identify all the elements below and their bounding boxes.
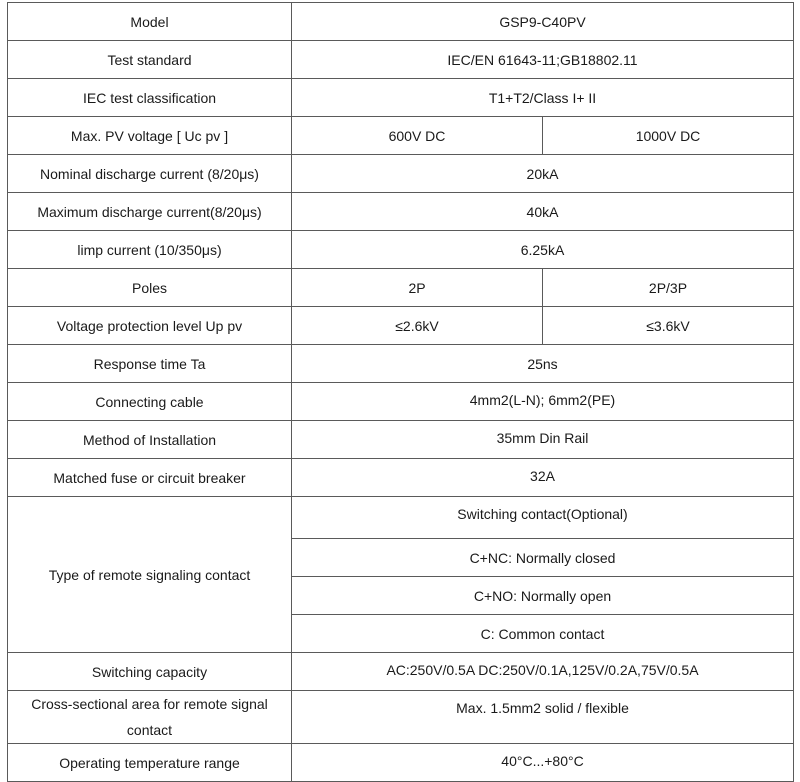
table-row: [8, 383, 794, 421]
table-row: [8, 691, 794, 744]
max-pv-voltage-value-b: 1000V DC: [543, 117, 794, 155]
remote-contact-value-3: C+NO: Normally open: [292, 577, 794, 615]
table-row: [8, 653, 794, 691]
fuse-label: Matched fuse or circuit breaker: [8, 459, 292, 497]
response-time-label: Response time Ta: [8, 345, 292, 383]
remote-contact-label: Type of remote signaling contact: [8, 497, 292, 653]
remote-contact-value-4: C: Common contact: [292, 615, 794, 653]
voltage-protection-value-a: ≤2.6kV: [292, 307, 543, 345]
table-row: [8, 459, 794, 497]
connecting-cable-label: Connecting cable: [8, 383, 292, 421]
table-row: [8, 231, 794, 269]
installation-label: Method of Installation: [8, 421, 292, 459]
poles-label: Poles: [8, 269, 292, 307]
table-row: [8, 193, 794, 231]
max-discharge-value: 40kA: [292, 193, 794, 231]
cross-section-value: Max. 1.5mm2 solid / flexible: [292, 691, 794, 744]
table-row: [8, 3, 794, 41]
installation-value: 35mm Din Rail: [292, 421, 794, 459]
limp-current-label: limp current (10/350μs): [8, 231, 292, 269]
table-row: [8, 421, 794, 459]
connecting-cable-value: 4mm2(L-N); 6mm2(PE): [292, 383, 794, 421]
limp-current-value: 6.25kA: [292, 231, 794, 269]
table-row: [8, 269, 794, 307]
operating-temp-label: Operating temperature range: [8, 744, 292, 782]
iec-class-value: T1+T2/Class I+ II: [292, 79, 794, 117]
voltage-protection-label: Voltage protection level Up pv: [8, 307, 292, 345]
cross-section-label: Cross-sectional area for remote signal contact: [8, 691, 292, 744]
max-pv-voltage-label: Max. PV voltage [ Uc pv ]: [8, 117, 292, 155]
table-row: [8, 79, 794, 117]
voltage-protection-value-b: ≤3.6kV: [543, 307, 794, 345]
table-row: [8, 307, 794, 345]
nominal-discharge-label: Nominal discharge current (8/20μs): [8, 155, 292, 193]
switching-capacity-value: AC:250V/0.5A DC:250V/0.1A,125V/0.2A,75V/0.5A: [292, 653, 794, 691]
iec-class-label: IEC test classification: [8, 79, 292, 117]
max-discharge-label: Maximum discharge current(8/20μs): [8, 193, 292, 231]
switching-capacity-label: Switching capacity: [8, 653, 292, 691]
model-label: Model: [8, 3, 292, 41]
fuse-value: 32A: [292, 459, 794, 497]
operating-temp-value: 40°C...+80°C: [292, 744, 794, 782]
table-row: [8, 345, 794, 383]
poles-value-b: 2P/3P: [543, 269, 794, 307]
nominal-discharge-value: 20kA: [292, 155, 794, 193]
model-value: GSP9-C40PV: [292, 3, 794, 41]
table-row: [8, 497, 794, 539]
remote-contact-value-1: Switching contact(Optional): [292, 497, 794, 539]
table-row: [8, 117, 794, 155]
max-pv-voltage-value-a: 600V DC: [292, 117, 543, 155]
poles-value-a: 2P: [292, 269, 543, 307]
table-row: [8, 155, 794, 193]
test-standard-value: IEC/EN 61643-11;GB18802.11: [292, 41, 794, 79]
remote-contact-value-2: C+NC: Normally closed: [292, 539, 794, 577]
table-row: [8, 41, 794, 79]
spec-table: [7, 2, 794, 782]
test-standard-label: Test standard: [8, 41, 292, 79]
response-time-value: 25ns: [292, 345, 794, 383]
